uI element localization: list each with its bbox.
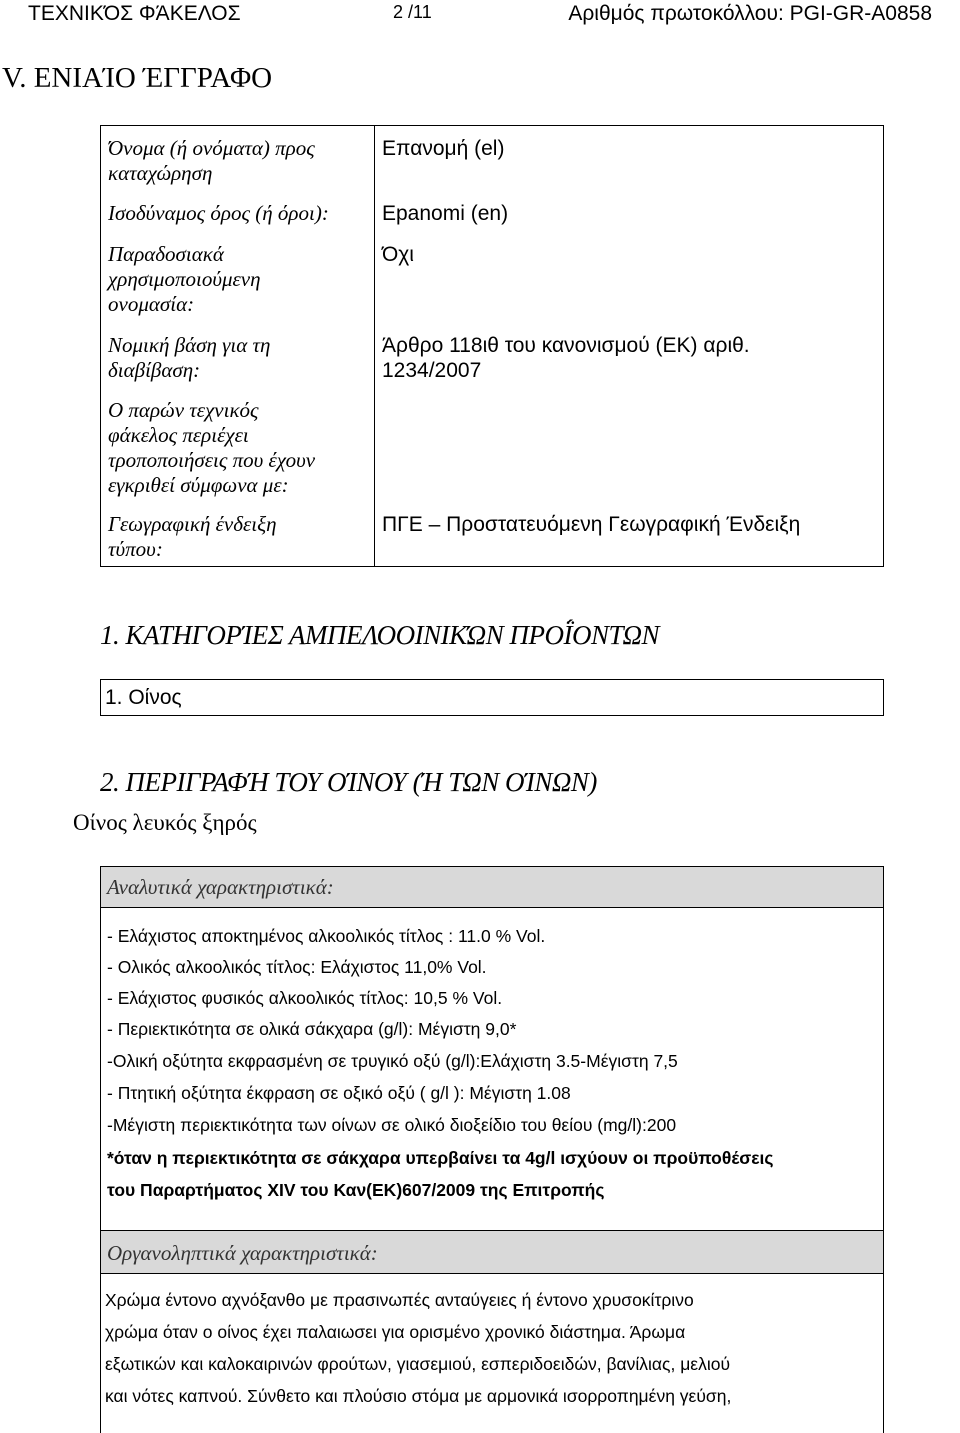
section-title-product-categories: 1. ΚΑΤΗΓΟΡΊΕΣ ΑΜΠΕΛΟΟΙΝΙΚΏΝ ΠΡΟΪ́ΟΝΤΩΝ [100, 620, 660, 650]
document-type: ΤΕΧΝΙΚΌΣ ΦΆΚΕΛΟΣ [28, 2, 241, 25]
analytical-line: -Μέγιστη περιεκτικότητα των οίνων σε ολικό διοξείδιο του θείου (mg/l):200 [107, 1115, 677, 1135]
table-column-divider [374, 126, 375, 566]
identification-table [100, 125, 884, 567]
organoleptic-heading-box [100, 1230, 884, 1274]
page-number: 2 /11 [393, 2, 432, 22]
label-legal-basis: Νομική βάση για τη διαβίβαση: [108, 333, 271, 382]
label-amendments: Ο παρών τεχνικός φάκελος περιέχει τροποποιήσεις που έχουν εγκριθεί σύμφωνα με: [108, 398, 316, 497]
analytical-line: - Περιεκτικότητα σε ολικά σάκχαρα (g/l): Μέγιστη 9,0* [107, 1019, 517, 1039]
analytical-line: - Πτητική οξύτητα έκφραση σε οξικό οξύ ( g/l ): Μέγιστη 1.08 [107, 1083, 571, 1103]
value-equivalent-term: Epanomi (en) [382, 202, 509, 225]
section-title-wine-description: 2. ΠΕΡΙΓΡΑΦΉ ΤΟΥ ΟΊΝΟΥ (Ή ΤΩΝ ΟΊΝΩΝ) [100, 767, 597, 797]
value-geographical-indication-type: ΠΓΕ – Προστατευόμενη Γεωγραφική Ένδειξη [382, 513, 801, 536]
analytical-heading-box [100, 866, 884, 908]
page-header [28, 2, 932, 30]
analytical-body-box [100, 907, 884, 1231]
value-name-to-register: Επανομή (el) [382, 137, 505, 160]
product-category-item: 1. Οίνος [105, 686, 182, 709]
organoleptic-body-box [100, 1273, 884, 1433]
analytical-line: -Ολική οξύτητα εκφρασμένη σε τρυγικό οξύ (g/l):Ελάχιστη 3.5-Μέγιστη 7,5 [107, 1051, 678, 1071]
section-title-single-document: V. ΕΝΙΑΊΟ ΈΓΓΡΑΦΟ [2, 62, 273, 94]
organoleptic-line: εξωτικών και καλοκαιρινών φρούτων, γιασεμιού, εσπεριδοειδών, βανίλιας, μελιού [105, 1354, 731, 1374]
analytical-line: - Ελάχιστος φυσικός αλκοολικός τίτλος: 10,5 % Vol. [107, 988, 503, 1008]
wine-type-subtitle: Οίνος λευκός ξηρός [73, 810, 257, 835]
sugar-note-line: του Παραρτήματος XIV του Καν(ΕΚ)607/2009 της Επιτροπής [107, 1180, 605, 1200]
sugar-note-line: *όταν η περιεκτικότητα σε σάκχαρα υπερβαίνει τα 4g/l ισχύουν οι προϋποθέσεις [107, 1148, 774, 1168]
organoleptic-line: Χρώμα έντονο αχνόξανθο με πρασινωπές ανταύγειες ή έντονο χρυσοκίτρινο [105, 1290, 694, 1310]
label-equivalent-term: Ισοδύναμος όρος (ή όροι): [108, 201, 329, 225]
value-traditional-name: Όχι [382, 243, 414, 266]
label-name-to-register: Όνομα (ή ονόματα) προς καταχώρηση [108, 136, 315, 185]
label-traditional-name: Παραδοσιακά χρησιμοποιούμενη ονομασία: [108, 242, 261, 316]
product-category-box [100, 679, 884, 716]
label-geographical-indication-type: Γεωγραφική ένδειξη τύπου: [108, 512, 277, 561]
value-legal-basis: Άρθρο 118ιθ του κανονισμού (ΕΚ) αριθ. 1234/2007 [382, 334, 750, 382]
analytical-line: - Ελάχιστος αποκτημένος αλκοολικός τίτλος : 11.0 % Vol. [107, 926, 546, 946]
organoleptic-line: χρώμα όταν ο οίνος έχει παλαιωσει για ορισμένο χρονικό διάστημα. Άρωμα [105, 1322, 686, 1342]
analytical-heading: Αναλυτικά χαρακτηριστικά: [107, 875, 334, 899]
analytical-line: - Ολικός αλκοολικός τίτλος: Ελάχιστος 11,0% Vol. [107, 957, 487, 977]
organoleptic-heading: Οργανοληπτικά χαρακτηριστικά: [107, 1241, 378, 1265]
organoleptic-line: και νότες καπνού. Σύνθετο και πλούσιο στόμα με αρμονικά ισορροπημένη γεύση, [105, 1386, 732, 1406]
protocol-number: Αριθμός πρωτοκόλλου: PGI-GR-A0858 [568, 2, 932, 25]
